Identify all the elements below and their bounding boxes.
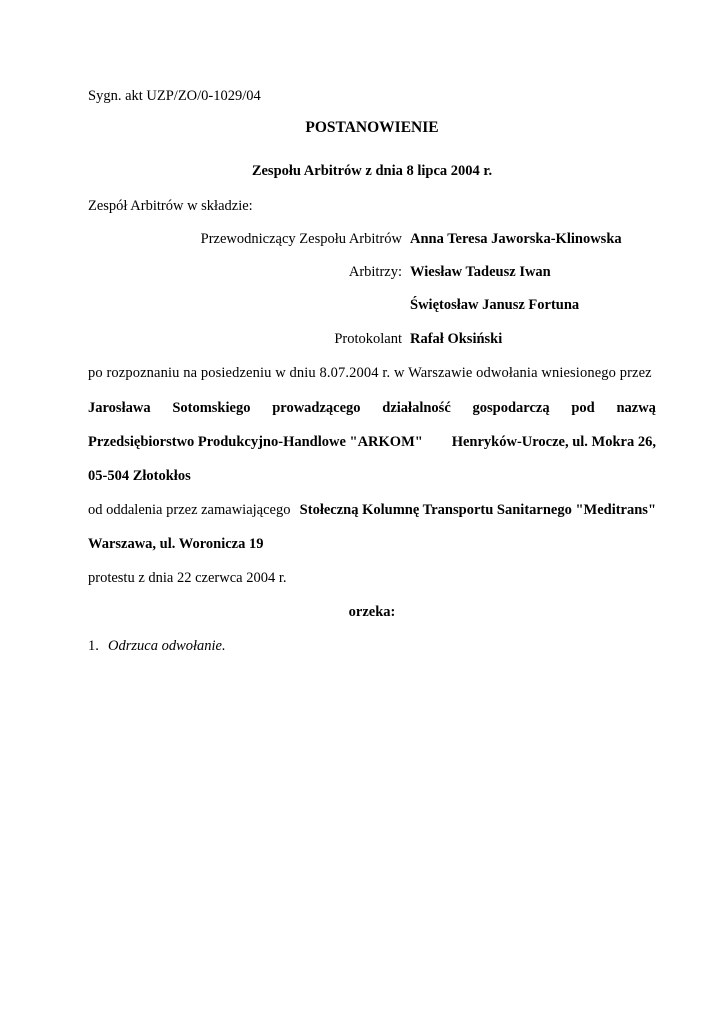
authority-address: Warszawa, ul. Woronicza 19 bbox=[88, 536, 264, 552]
chair-name: Anna Teresa Jaworska-Klinowska bbox=[410, 231, 622, 247]
appellant-word: prowadzącego bbox=[272, 400, 361, 416]
appellant-word: Sotomskiego bbox=[172, 400, 251, 416]
appellant-word: Jarosława bbox=[88, 400, 151, 416]
clerk-name: Rafał Oksiński bbox=[410, 331, 503, 347]
ruling-heading: orzeka: bbox=[348, 604, 396, 620]
appellant-word: działalność bbox=[382, 400, 451, 416]
ruling-item-number: 1. bbox=[88, 638, 99, 654]
clerk-role-label: Protokolant bbox=[334, 331, 402, 347]
arbiter-2-name: Świętosław Janusz Fortuna bbox=[410, 297, 580, 313]
dismissal-line bbox=[88, 503, 656, 518]
panel-intro: Zespół Arbitrów w składzie: bbox=[88, 198, 253, 214]
body-line-1 bbox=[88, 366, 656, 381]
case-number: Sygn. akt UZP/ZO/0-1029/04 bbox=[88, 88, 261, 104]
protest-line: protestu z dnia 22 czerwca 2004 r. bbox=[88, 570, 287, 586]
appellant-line-2 bbox=[88, 435, 656, 450]
ruling-item-text: Odrzuca odwołanie. bbox=[108, 638, 226, 654]
appellant-company-name: Przedsiębiorstwo Produkcyjno-Handlowe "ARKOM" bbox=[88, 434, 423, 450]
body-line-1-text: po rozpoznaniu na posiedzeniu w dniu 8.07.2004 r. w Warszawie odwołania wniesionego przez bbox=[88, 365, 652, 381]
dismissal-prefix: od oddalenia przez zamawiającego bbox=[88, 502, 291, 518]
appellant-word: pod bbox=[571, 400, 595, 416]
appellant-word: nazwą bbox=[616, 400, 656, 416]
chair-role-label: Przewodniczący Zespołu Arbitrów bbox=[200, 231, 402, 247]
arbiter-1-name: Wiesław Tadeusz Iwan bbox=[410, 264, 551, 280]
document-title: POSTANOWIENIE bbox=[305, 119, 439, 136]
appellant-address: Henryków-Urocze, ul. Mokra 26, bbox=[451, 434, 656, 450]
contracting-authority: Stołeczną Kolumnę Transportu Sanitarnego "Meditrans" bbox=[299, 502, 656, 518]
document-subtitle: Zespołu Arbitrów z dnia 8 lipca 2004 r. bbox=[251, 163, 493, 179]
appellant-postcode-city: 05-504 Złotokłos bbox=[88, 468, 191, 484]
appellant-line-1 bbox=[88, 401, 656, 416]
appellant-word: gospodarczą bbox=[472, 400, 550, 416]
arbiters-role-label: Arbitrzy: bbox=[348, 264, 402, 280]
